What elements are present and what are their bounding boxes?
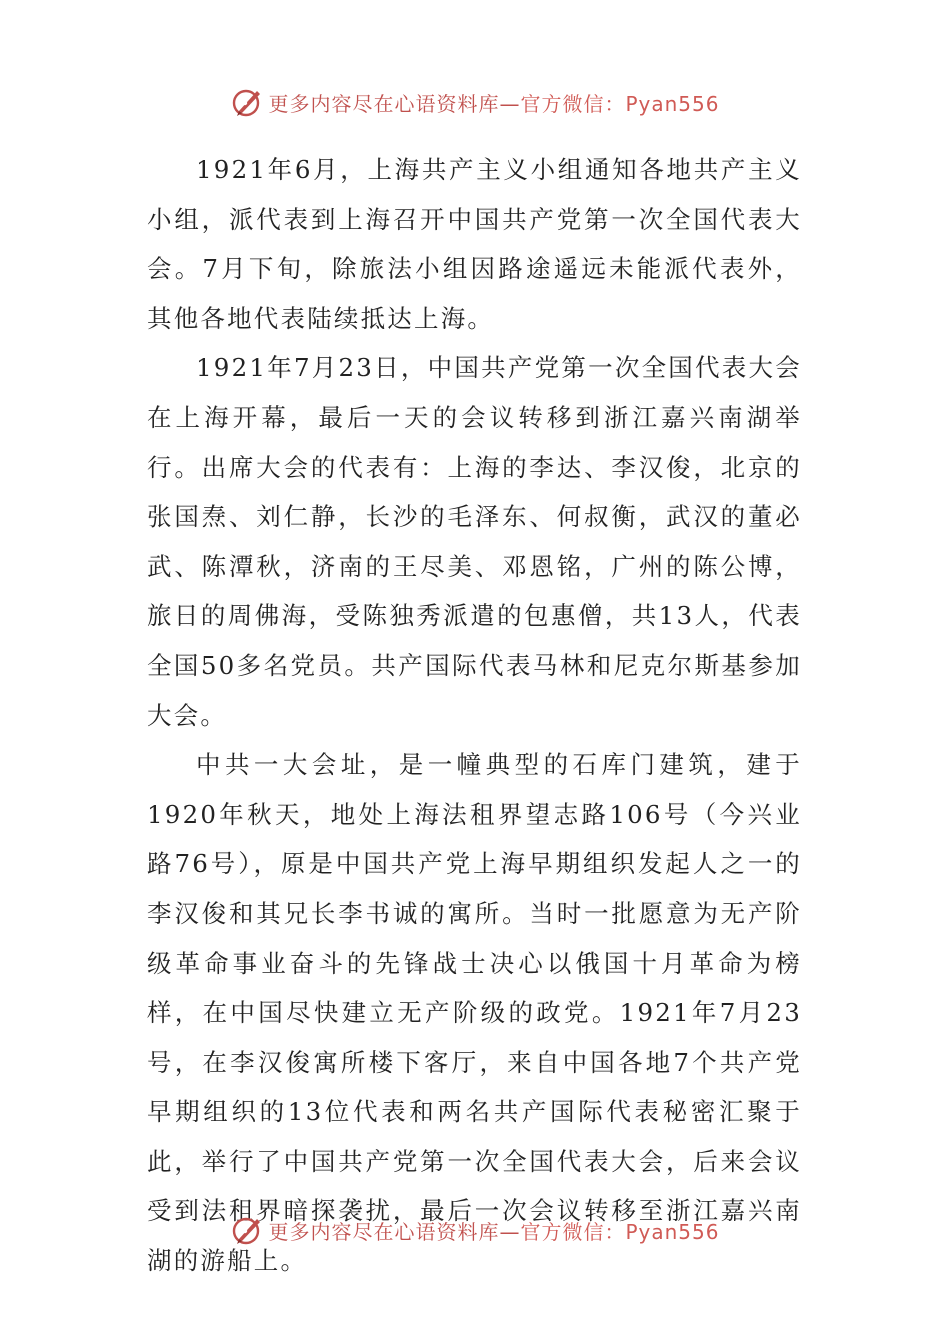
banner-text [268, 1216, 719, 1245]
banner-text [268, 88, 719, 117]
pen-circle-logo-icon [230, 85, 264, 119]
banner-wechat-text: 官方微信：Pyan556 [520, 1219, 720, 1244]
document-body [147, 145, 802, 1286]
banner-wechat-text: 官方微信：Pyan556 [520, 91, 720, 116]
paragraph-2: 1921年7月23日，中国共产党第一次全国代表大会在上海开幕，最后一天的会议转移到浙江嘉兴南湖举行。出席大会的代表有：上海的李达、李汉俊，北京的张国焘、刘仁静，长沙的毛泽东、何叔衡，武汉的董必武、陈潭秋，济南的王尽美、邓恩铭，广州的陈公博，旅日的周佛海，受陈独秀派遣的包惠僧，共13人，代表全国50多名党员。共产国际代表马林和尼克尔斯基参加大会。 [147, 353, 802, 730]
banner-main-text: 更多内容尽在心语资料库 [268, 1219, 500, 1244]
pen-circle-logo-icon [230, 1213, 264, 1247]
footer-banner [0, 1210, 950, 1250]
banner-separator: — [499, 91, 521, 116]
paragraph-3: 中共一大会址，是一幢典型的石库门建筑，建于1920年秋天，地处上海法租界望志路106号（今兴业路76号），原是中国共产党上海早期组织发起人之一的李汉俊和其兄长李书诚的寓所。当时一批愿意为无产阶级革命事业奋斗的先锋战士决心以俄国十月革命为榜样，在中国尽快建立无产阶级的政党。1921年7月23号，在李汉俊寓所楼下客厅，来自中国各地7个共产党早期组织的13位代表和两名共产国际代表秘密汇聚于此，举行了中国共产党第一次全国代表大会，后来会议受到法租界暗探袭扰，最后一次会议转移至浙江嘉兴南湖的游船上。 [147, 750, 802, 1276]
paragraph-1: 1921年6月，上海共产主义小组通知各地共产主义小组，派代表到上海召开中国共产党第一次全国代表大会。7月下旬，除旅法小组因路途遥远未能派代表外，其他各地代表陆续抵达上海。 [147, 155, 802, 333]
header-banner [0, 82, 950, 122]
banner-separator: — [499, 1219, 521, 1244]
banner-main-text: 更多内容尽在心语资料库 [268, 91, 500, 116]
